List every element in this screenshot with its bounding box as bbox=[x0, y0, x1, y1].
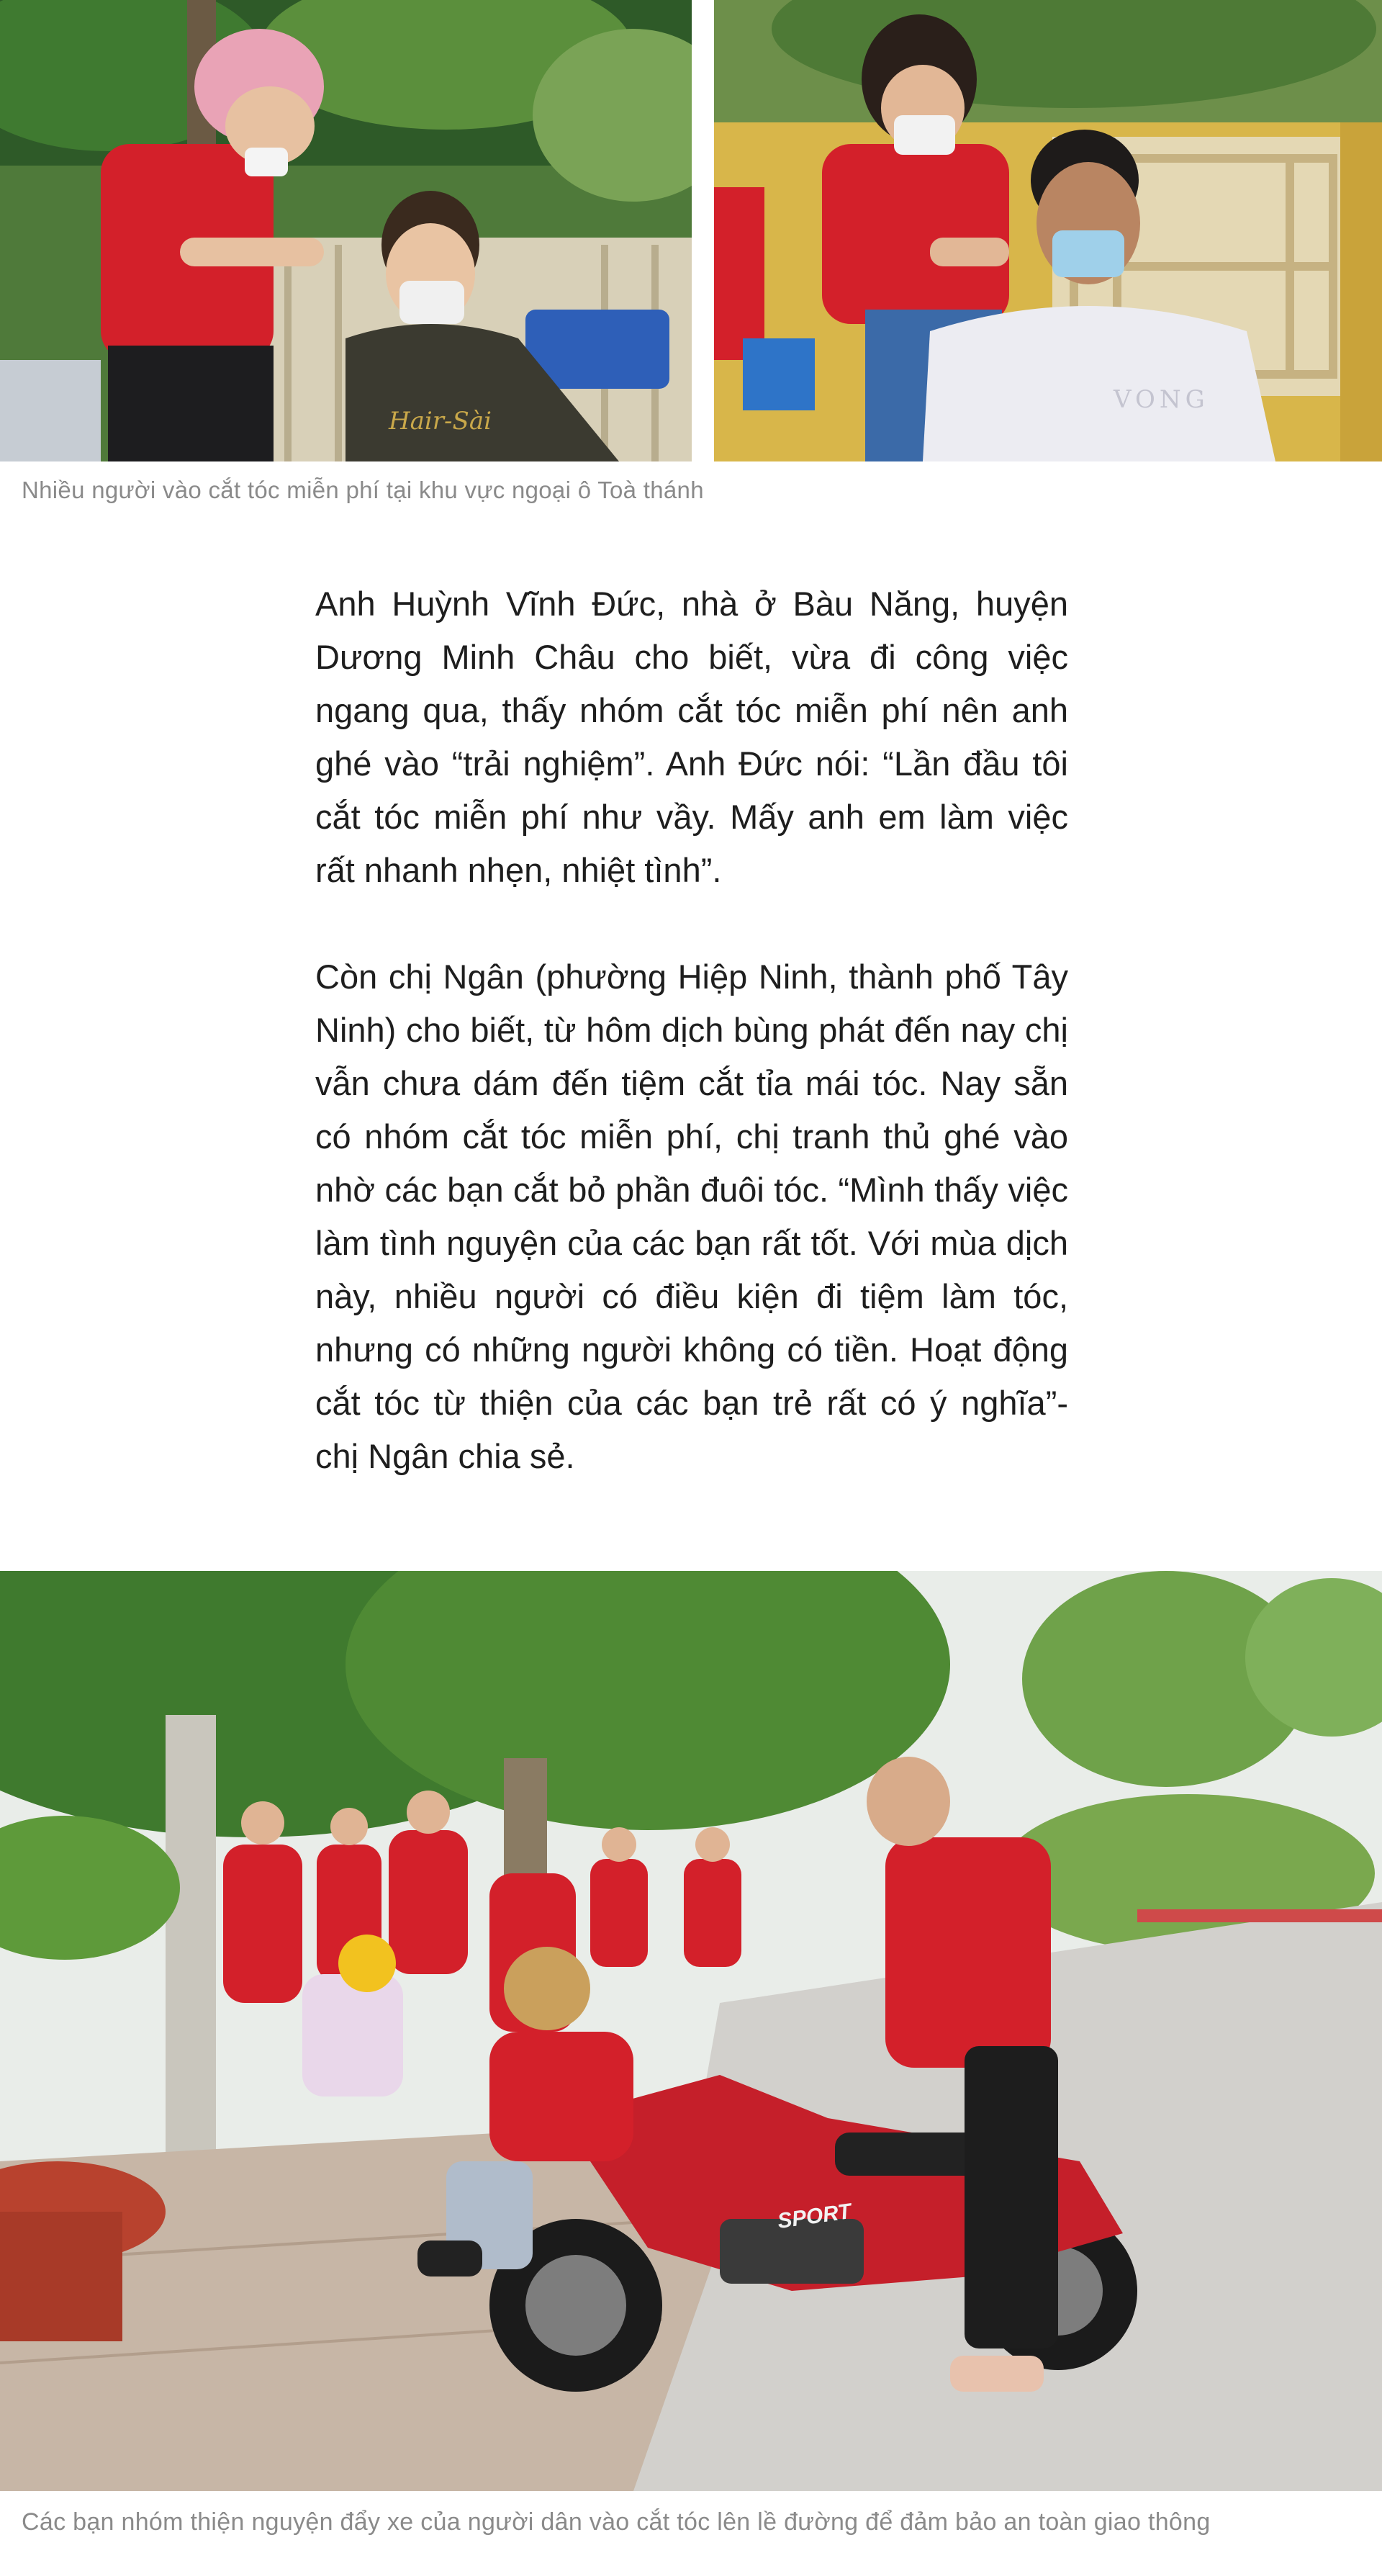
photo-haircut-man bbox=[714, 0, 1382, 461]
paragraph-text: Anh Huỳnh Vĩnh Đức, nhà ở Bàu Năng, huyện Dương Minh Châu cho biết, vừa đi công việc ngang qua, thấy nhóm cắt tóc miễn phí nên anh ghé vào “trải nghiệm”. Anh Đức nói: “Lần đầu tôi cắt tóc miễn phí như vầy. Mấy anh em làm việc rất nhanh nhẹn, nhiệt tình”. bbox=[315, 585, 1068, 889]
article-paragraph-2 bbox=[315, 950, 1068, 1483]
photo-caption-top: Nhiều người vào cắt tóc miễn phí tại khu vực ngoại ô Toà thánh bbox=[22, 477, 704, 503]
bike-decal-text: SPORT bbox=[776, 2199, 853, 2233]
article-paragraph-1 bbox=[315, 577, 1068, 897]
paragraph-text: Còn chị Ngân (phường Hiệp Ninh, thành phố Tây Ninh) cho biết, từ hôm dịch bùng phát đến nay chị vẫn chưa dám đến tiệm cắt tỉa mái tóc. Nay sẵn có nhóm cắt tóc miễn phí, chị tranh thủ ghé vào nhờ các bạn cắt bỏ phần đuôi tóc. “Mình thấy việc làm tình nguyện của các bạn rất tốt. Với mùa dịch này, nhiều người có điều kiện đi tiệm làm tóc, nhưng có những người không có tiền. Hoạt động cắt tóc từ thiện của các bạn trẻ rất có ý nghĩa”- chị Ngân chia sẻ. bbox=[315, 958, 1068, 1475]
cape-logo-text: Hair-Sài bbox=[389, 407, 492, 436]
photo-volunteers-street bbox=[0, 1571, 1382, 2491]
cape-text: VONG bbox=[1114, 385, 1209, 414]
photo-haircut-child bbox=[0, 0, 692, 461]
photo-caption-bottom: Các bạn nhóm thiện nguyện đẩy xe của người dân vào cắt tóc lên lề đường để đảm bảo an toàn giao thông bbox=[22, 2508, 1211, 2536]
